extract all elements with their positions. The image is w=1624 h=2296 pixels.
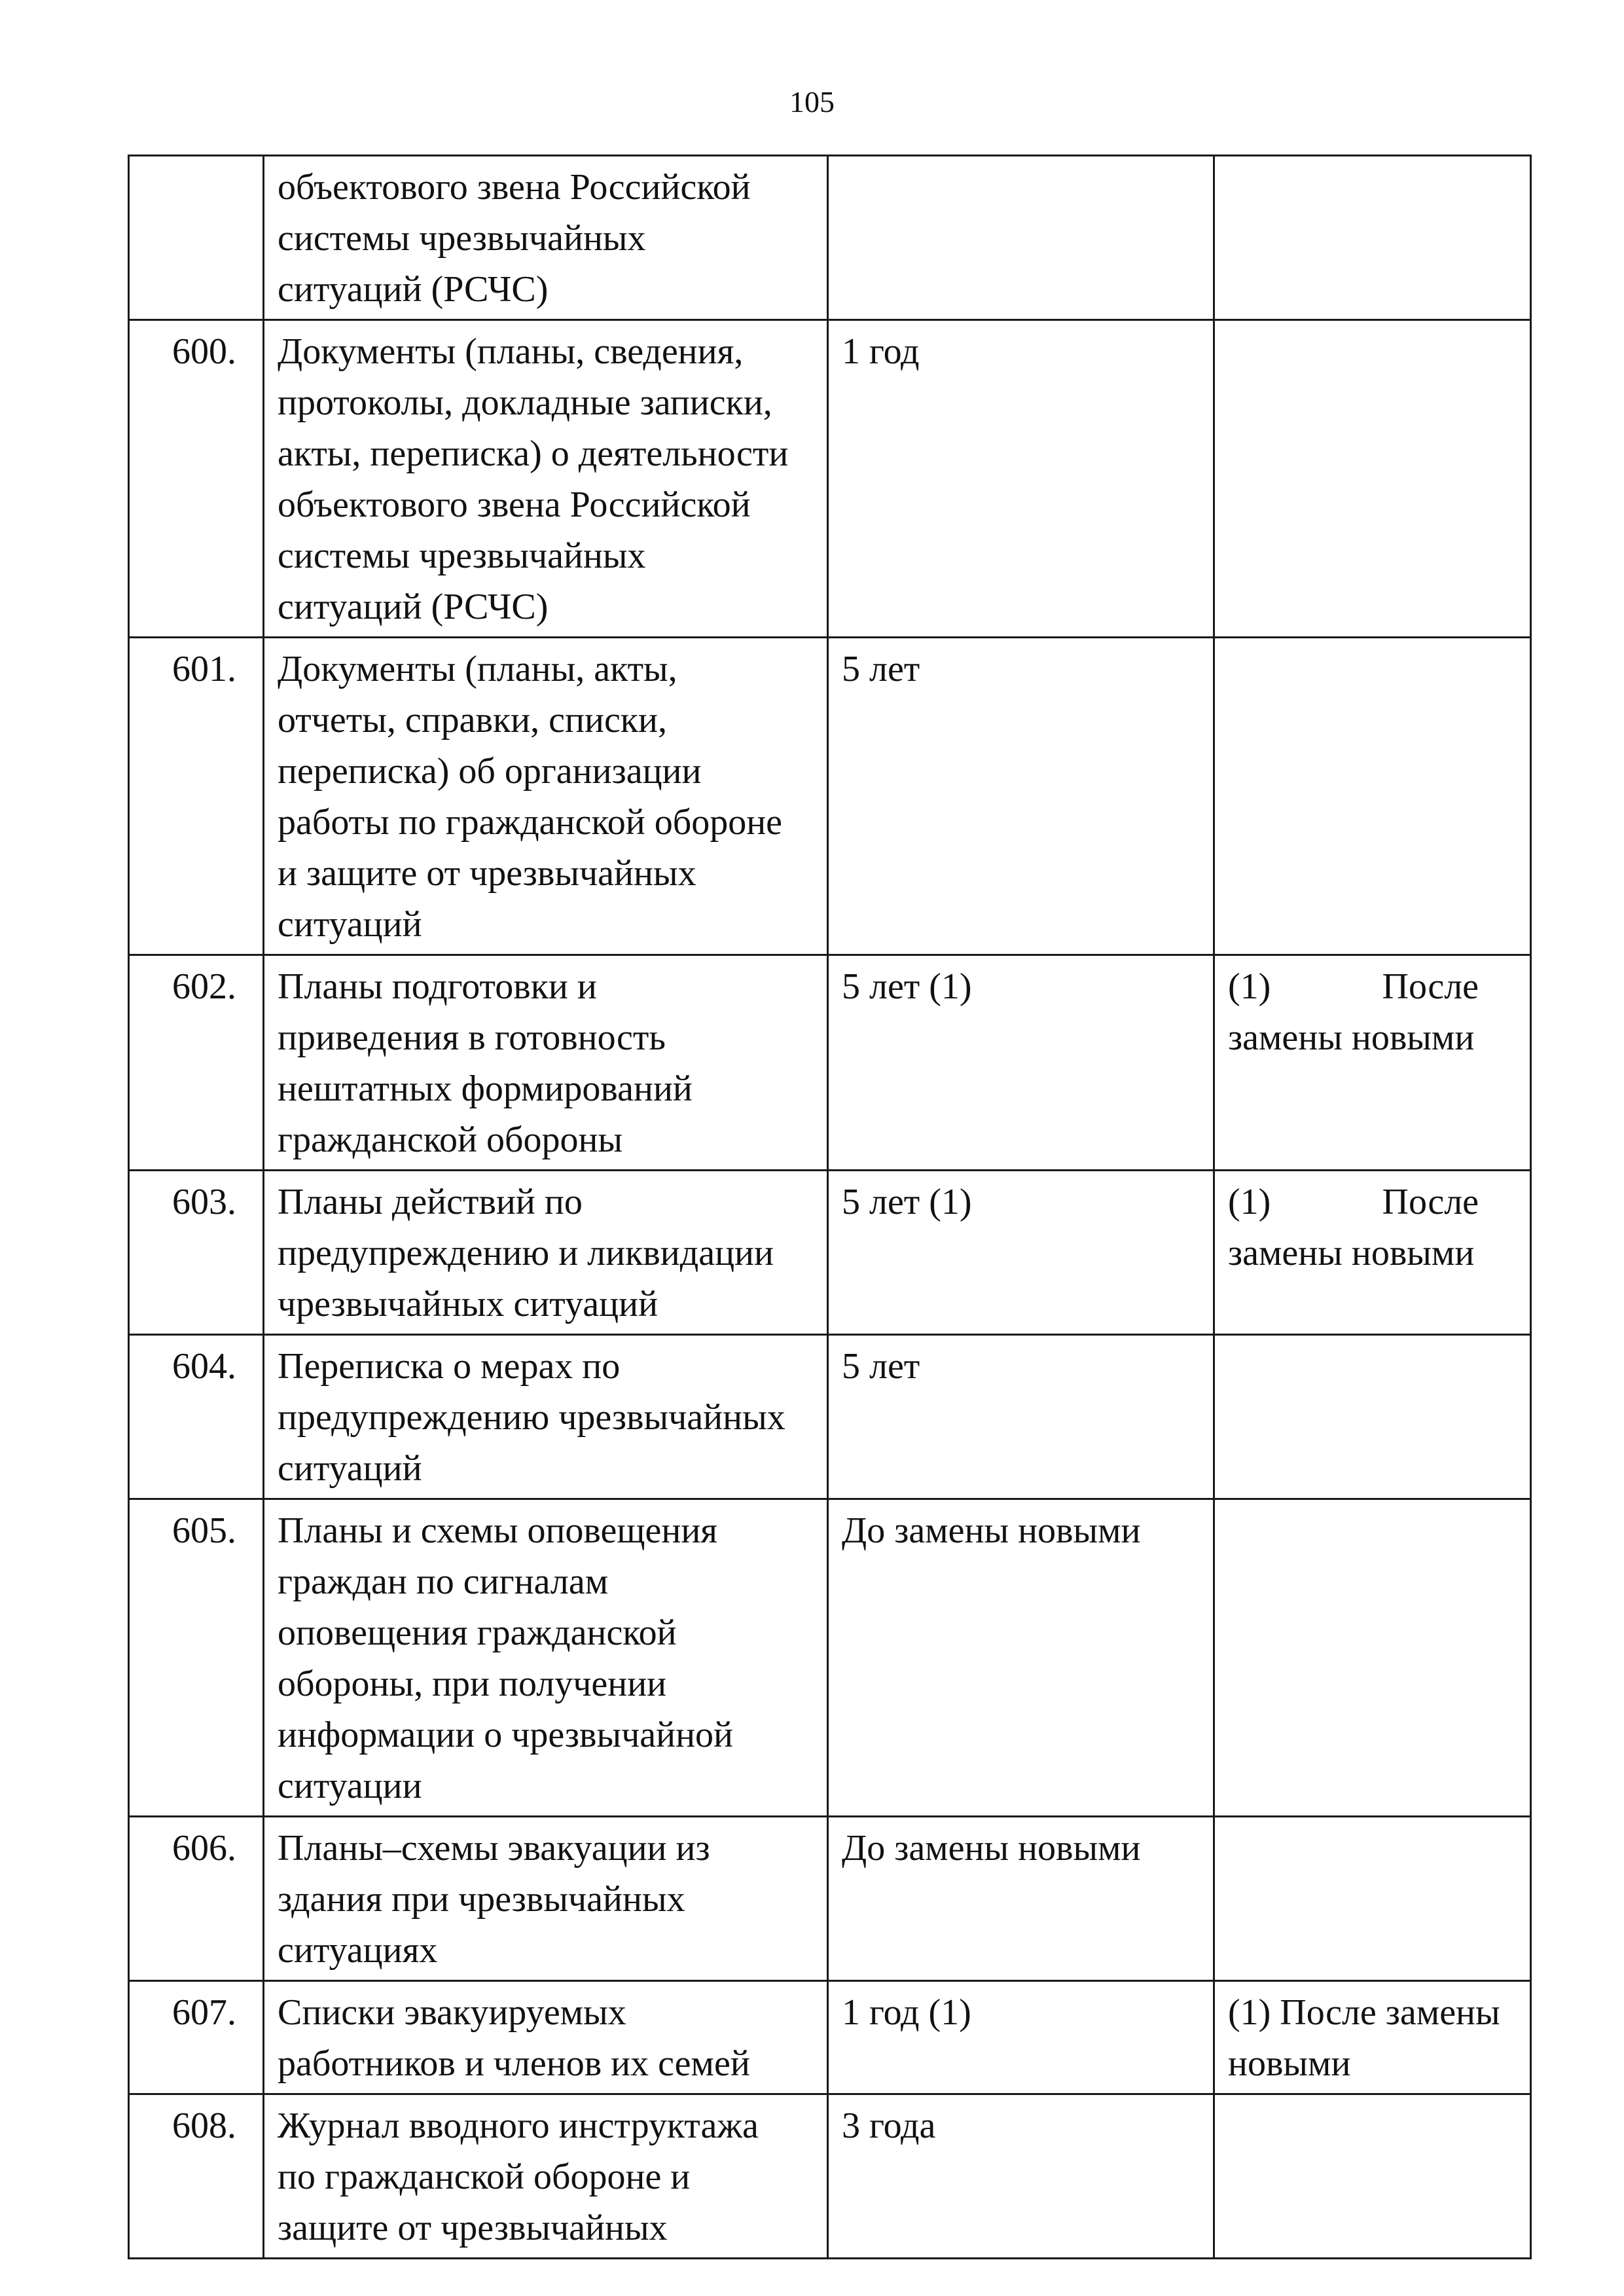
table-row (129, 2094, 1531, 2259)
row-number: 608. (129, 2094, 264, 2259)
retention-term: 5 лет (1) (828, 955, 1214, 1171)
row-number: 602. (129, 955, 264, 1171)
note: (1) После замены новыми (1214, 955, 1531, 1171)
note: (1) После замены новыми (1214, 1171, 1531, 1335)
document-title: Списки эвакуируемых работников и членов их семей (264, 1981, 828, 2094)
document-title: Журнал вводного инструктажа по гражданской обороне и защите от чрезвычайных (264, 2094, 828, 2259)
row-number: 606. (129, 1817, 264, 1981)
note (1214, 320, 1531, 638)
table-row (129, 1171, 1531, 1335)
retention-term: 5 лет (1) (828, 1171, 1214, 1335)
row-number: 600. (129, 320, 264, 638)
records-table (128, 155, 1532, 2259)
retention-term: 1 год (828, 320, 1214, 638)
page-number: 105 (789, 85, 835, 118)
table-row (129, 1817, 1531, 1981)
retention-term: До замены новыми (828, 1817, 1214, 1981)
document-title: Переписка о мерах по предупреждению чрезвычайных ситуаций (264, 1335, 828, 1499)
row-number: 607. (129, 1981, 264, 2094)
row-number: 605. (129, 1499, 264, 1817)
note (1214, 638, 1531, 955)
table-row (129, 156, 1531, 320)
document-title: Документы (планы, сведения, протоколы, докладные записки, акты, переписка) о деятельности объектового звена Российской системы чрезвычайных ситуаций (РСЧС) (264, 320, 828, 638)
row-number: 601. (129, 638, 264, 955)
note (1214, 2094, 1531, 2259)
retention-term (828, 156, 1214, 320)
retention-term: 1 год (1) (828, 1981, 1214, 2094)
retention-term: 5 лет (828, 1335, 1214, 1499)
row-number: 603. (129, 1171, 264, 1335)
table-row (129, 1335, 1531, 1499)
table-row (129, 638, 1531, 955)
row-number: 604. (129, 1335, 264, 1499)
table-row (129, 1981, 1531, 2094)
note (1214, 1499, 1531, 1817)
table-row (129, 1499, 1531, 1817)
document-title: Планы действий по предупреждению и ликвидации чрезвычайных ситуаций (264, 1171, 828, 1335)
document-title: Планы–схемы эвакуации из здания при чрезвычайных ситуациях (264, 1817, 828, 1981)
retention-term: 3 года (828, 2094, 1214, 2259)
retention-term: До замены новыми (828, 1499, 1214, 1817)
note (1214, 156, 1531, 320)
note (1214, 1817, 1531, 1981)
document-title: объектового звена Российской системы чрезвычайных ситуаций (РСЧС) (264, 156, 828, 320)
document-title: Планы и схемы оповещения граждан по сигналам оповещения гражданской обороны, при получении информации о чрезвычайной ситуации (264, 1499, 828, 1817)
document-title: Планы подготовки и приведения в готовность нештатных формирований гражданской обороны (264, 955, 828, 1171)
note (1214, 1335, 1531, 1499)
retention-term: 5 лет (828, 638, 1214, 955)
table-row (129, 955, 1531, 1171)
table-row (129, 320, 1531, 638)
row-number (129, 156, 264, 320)
note: (1) После замены новыми (1214, 1981, 1531, 2094)
document-title: Документы (планы, акты, отчеты, справки, списки, переписка) об организации работы по гражданской обороне и защите от чрезвычайных ситуаций (264, 638, 828, 955)
